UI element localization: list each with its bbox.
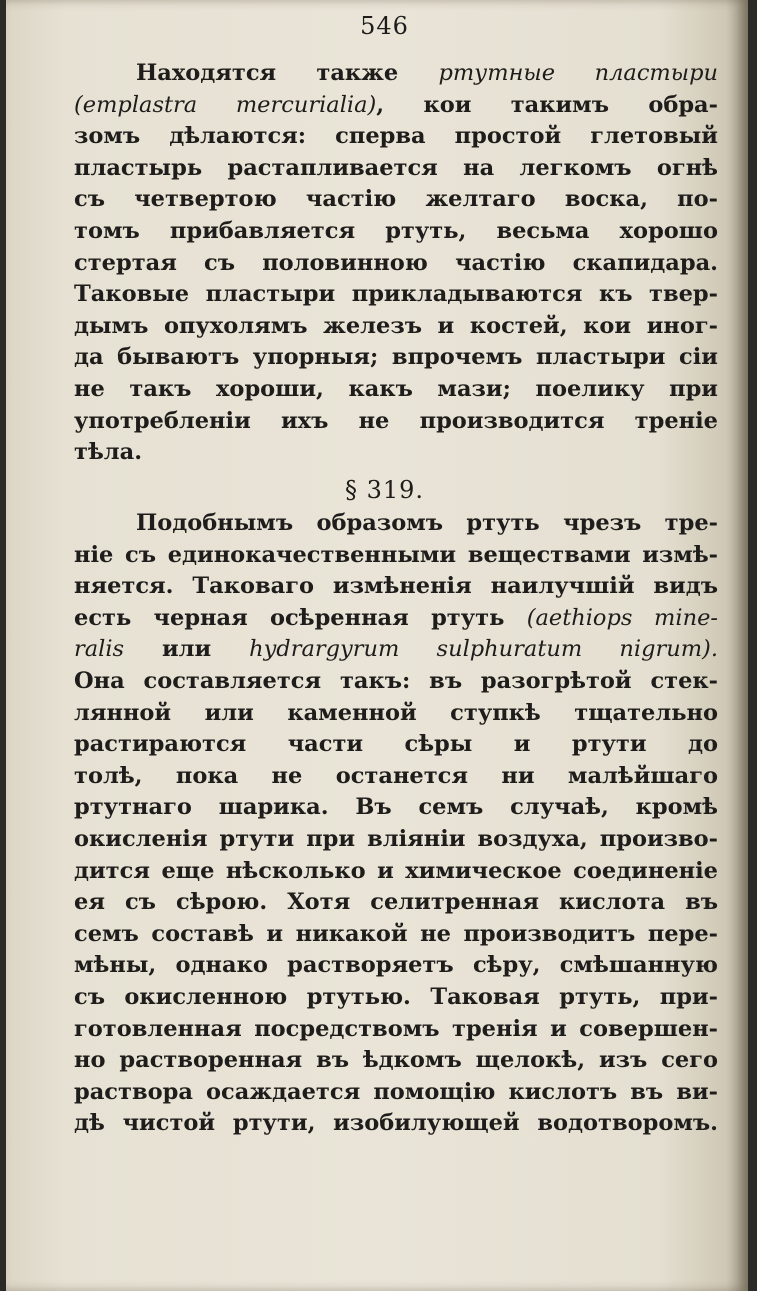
text-line: семъ составѣ и никакой не производитъ пере-: [74, 920, 718, 947]
text-line: Таковые пластыри прикладываются къ твер-: [74, 281, 718, 308]
book-page: [6, 0, 748, 1291]
text-line: Находятся также ртутные пластыри: [136, 60, 718, 86]
page-number: 546: [360, 12, 409, 40]
text-line: дѣ чистой ртути, изобилующей водотворомъ.: [74, 1110, 718, 1137]
text-line: готовленная посредствомъ тренія и совершен-: [74, 1015, 718, 1042]
text-line: пластырь растапливается на легкомъ огнѣ: [74, 154, 718, 181]
text-line: лянной или каменной ступкѣ тщательно: [74, 699, 718, 726]
text-line: раствора осаждается помощію кислотъ въ ви-: [74, 1078, 718, 1105]
text-line: да бываютъ упорныя; впрочемъ пластыри сіи: [74, 344, 718, 371]
text-line: дымъ опухолямъ железъ и костей, кои иног-: [74, 312, 718, 339]
text-line: есть черная осѣренная ртуть (aethiops mine-: [74, 604, 718, 631]
text-line: няется. Таковаго измѣненія наилучшій видъ: [74, 573, 718, 600]
text-line: Она составляется такъ: въ разогрѣтой стек-: [74, 667, 718, 694]
text-line: ralis или hydrargyrum sulphuratum nigrum).: [74, 636, 718, 663]
text-line: но растворенная въ ѣдкомъ щелокѣ, изъ сего: [74, 1047, 718, 1074]
text-line: томъ прибавляется ртуть, весьма хорошо: [74, 217, 718, 244]
text-line: употребленіи ихъ не производится треніе: [74, 407, 718, 434]
text-line: ея съ сѣрою. Хотя селитренная кислота въ: [74, 889, 718, 916]
text-line: дится еще нѣсколько и химическое соединеніе: [74, 857, 718, 884]
text-line: не такъ хороши, какъ мази; поелику при: [74, 375, 718, 402]
text-line: тѣла.: [74, 439, 143, 466]
text-line: стертая съ половинною частію скапидара.: [74, 249, 718, 276]
section-heading: § 319.: [344, 476, 425, 504]
text-line: съ окисленною ртутью. Таковая ртуть, при-: [74, 983, 718, 1010]
text-line: мѣны, однако растворяетъ сѣру, смѣшанную: [74, 952, 718, 979]
text-line: съ четвертою частію желтаго воска, по-: [74, 186, 718, 213]
paragraph-2: [74, 508, 718, 1140]
text-line: толѣ, пока не останется ни малѣйшаго: [74, 762, 718, 789]
text-line: ніе съ единокачественными веществами измѣ-: [74, 541, 718, 568]
text-line: окисленія ртути при вліяніи воздуха, произво-: [74, 825, 718, 852]
text-line: растираются части сѣры и ртути до: [74, 731, 718, 758]
text-line: ртутнаго шарика. Въ семъ случаѣ, кромѣ: [74, 794, 718, 821]
text-line: (emplastra mercurialia), кои такимъ обра-: [74, 91, 718, 118]
text-line: Подобнымъ образомъ ртуть чрезъ тре-: [136, 510, 718, 536]
paragraph-1: [74, 58, 718, 469]
text-line: зомъ дѣлаются: сперва простой глетовый: [74, 123, 718, 150]
